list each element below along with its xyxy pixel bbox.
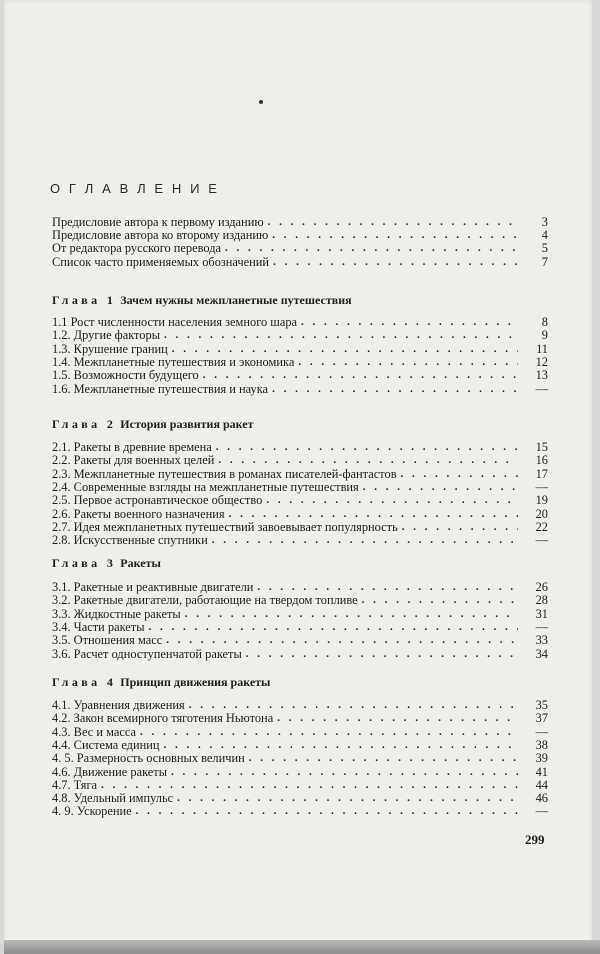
toc-entry-title: 4.6. Движение ракеты [52,765,168,779]
chapter-title: Зачем нужны межпланетные путешествия [120,293,352,307]
toc-entry-title: 4.8. Удельный импульс [52,791,174,805]
toc-entry-page: 34 [535,647,548,661]
toc-entry-page: 41 [535,765,548,779]
toc-entry-page: 15 [535,440,548,454]
toc-entry-page: — [535,620,548,634]
toc-entry [52,634,548,647]
toc-entry [52,648,548,661]
dot-leader [166,634,518,647]
toc-entry-page: 8 [541,315,548,329]
toc-entry [52,494,548,507]
toc-entry-title: 2.6. Ракеты военного назначения [52,507,225,521]
toc-entry-title: 1.2. Другие факторы [52,328,161,342]
dot-leader [272,383,518,396]
toc-entry [52,383,548,396]
toc-entry-title: Список часто применяемых обозначений [52,255,270,269]
toc-entry-page: 44 [535,778,548,792]
toc-entry-page: 35 [535,698,548,712]
toc-entry-page: 4 [541,228,548,242]
toc-entry-title: Предисловие автора ко второму изданию [52,228,269,242]
toc-entry-title: 2.4. Современные взгляды на межпланетные путешествия [52,480,359,494]
toc-entry-page: 16 [535,453,548,467]
print-speck [259,100,263,104]
toc-entry-title: 2.8. Искусственные спутники [52,533,208,547]
toc-entry-title: 3.5. Отношения масс [52,633,163,647]
chapter-heading [52,556,161,571]
dot-leader [216,441,518,454]
toc-entry [52,256,548,269]
toc-entry-page: 46 [535,791,548,805]
dot-leader [212,534,518,547]
toc-entry-title: 1.1 Рост численности населения земного шара [52,315,298,329]
chapter-label: Глава 2 [52,417,117,431]
chapter-heading [52,675,270,690]
chapter-title: История развития ракет [120,417,254,431]
dot-leader [203,369,518,382]
dot-leader [171,766,518,779]
dot-leader [249,752,518,765]
toc-entry-title: 3.3. Жидкостные ракеты [52,607,181,621]
toc-entry [52,329,548,342]
toc-entry-page: — [535,382,548,396]
toc-entry [52,805,548,818]
chapter-title: Принцип движения ракеты [120,675,271,689]
toc-entry-title: 1.6. Межпланетные путешествия и наука [52,382,269,396]
toc-entry-page: 19 [535,493,548,507]
toc-entry-page: 7 [541,255,548,269]
toc-entry-page: 3 [541,215,548,229]
dot-leader [164,329,518,342]
toc-entry-title: 4.3. Вес и масса [52,725,136,739]
toc-entry [52,752,548,765]
toc-title: О Г Л А В Л Е Н И Е [50,181,220,196]
toc-entry-title: 2.1. Ракеты в древние времена [52,440,212,454]
dot-leader [268,216,518,229]
toc-entry-title: 1.3. Крушение границ [52,342,168,356]
toc-entry-title: 3.6. Расчет одноступенчатой ракеты [52,647,242,661]
toc-entry-title: 4.2. Закон всемирного тяготения Ньютона [52,711,274,725]
dot-leader [185,608,518,621]
toc-entry-title: 4.7. Тяга [52,778,98,792]
dot-leader [246,648,518,661]
chapter-heading [52,417,253,432]
dot-leader [272,229,518,242]
toc-entry-title: От редактора русского перевода [52,241,222,255]
page-number: 299 [525,832,545,847]
dot-leader [363,481,518,494]
toc-entry-title: Предисловие автора к первому изданию [52,215,264,229]
toc-entry-page: — [535,804,548,818]
dot-leader [149,621,518,634]
dot-leader [136,805,518,818]
dot-leader [273,256,518,269]
toc-entry-page: 38 [535,738,548,752]
toc-entry-page: 33 [535,633,548,647]
toc-entry-page: — [535,725,548,739]
toc-entry-page: 39 [535,751,548,765]
toc-entry [52,766,548,779]
toc-entry-title: 3.4. Части ракеты [52,620,145,634]
dot-leader [301,316,518,329]
dot-leader [402,521,518,534]
dot-leader [266,494,518,507]
toc-entry-title: 1.4. Межпланетные путешествия и экономика [52,355,295,369]
toc-entry-title: 1.5. Возможности будущего [52,368,199,382]
toc-entry-title: 4. 9. Ускорение [52,804,132,818]
toc-entry-title: 4. 5. Размерность основных величин [52,751,245,765]
toc-entry-page: 13 [535,368,548,382]
toc-entry [52,534,548,547]
toc-entry-page: 37 [535,711,548,725]
toc-entry-title: 4.1. Уравнения движения [52,698,185,712]
toc-entry [52,242,548,255]
dot-leader [218,454,518,467]
toc-entry-page: 12 [535,355,548,369]
toc-entry-page: 17 [535,467,548,481]
dot-leader [401,468,518,481]
toc-entry-title: 3.2. Ракетные двигатели, работающие на твердом топливе [52,593,358,607]
toc-entry-page: — [535,480,548,494]
toc-entry-title: 3.1. Ракетные и реактивные двигатели [52,580,254,594]
toc-entry-page: 9 [541,328,548,342]
toc-entry-page: 20 [535,507,548,521]
toc-entry-title: 2.5. Первое астронавтическое общество [52,493,263,507]
dot-leader [225,242,518,255]
chapter-label: Глава 1 [52,293,117,307]
dot-leader [298,356,518,369]
toc-entry [52,712,548,725]
toc-entry-page: 28 [535,593,548,607]
dot-leader [362,594,518,607]
chapter-heading [52,293,352,308]
dot-leader [177,792,518,805]
toc-entry-title: 4.4. Система единиц [52,738,160,752]
toc-entry-page: — [535,533,548,547]
toc-entry-page: 11 [536,342,548,356]
toc-entry [52,594,548,607]
toc-entry-title: 2.7. Идея межпланетных путешествий завоевывает популярность [52,520,398,534]
toc-entry [52,369,548,382]
dot-leader [277,712,518,725]
dot-leader [140,726,518,739]
chapter-label: Глава 3 [52,556,117,570]
toc-entry-page: 22 [535,520,548,534]
scan-edge [4,940,600,954]
toc-entry-title: 2.3. Межпланетные путешествия в романах писателей-фантастов [52,467,397,481]
toc-entry-title: 2.2. Ракеты для военных целей [52,453,215,467]
book-page [4,0,592,954]
toc-entry-page: 5 [541,241,548,255]
toc-entry-page: 26 [535,580,548,594]
toc-entry [52,454,548,467]
chapter-title: Ракеты [120,556,161,570]
chapter-label: Глава 4 [52,675,117,689]
toc-entry-page: 31 [535,607,548,621]
